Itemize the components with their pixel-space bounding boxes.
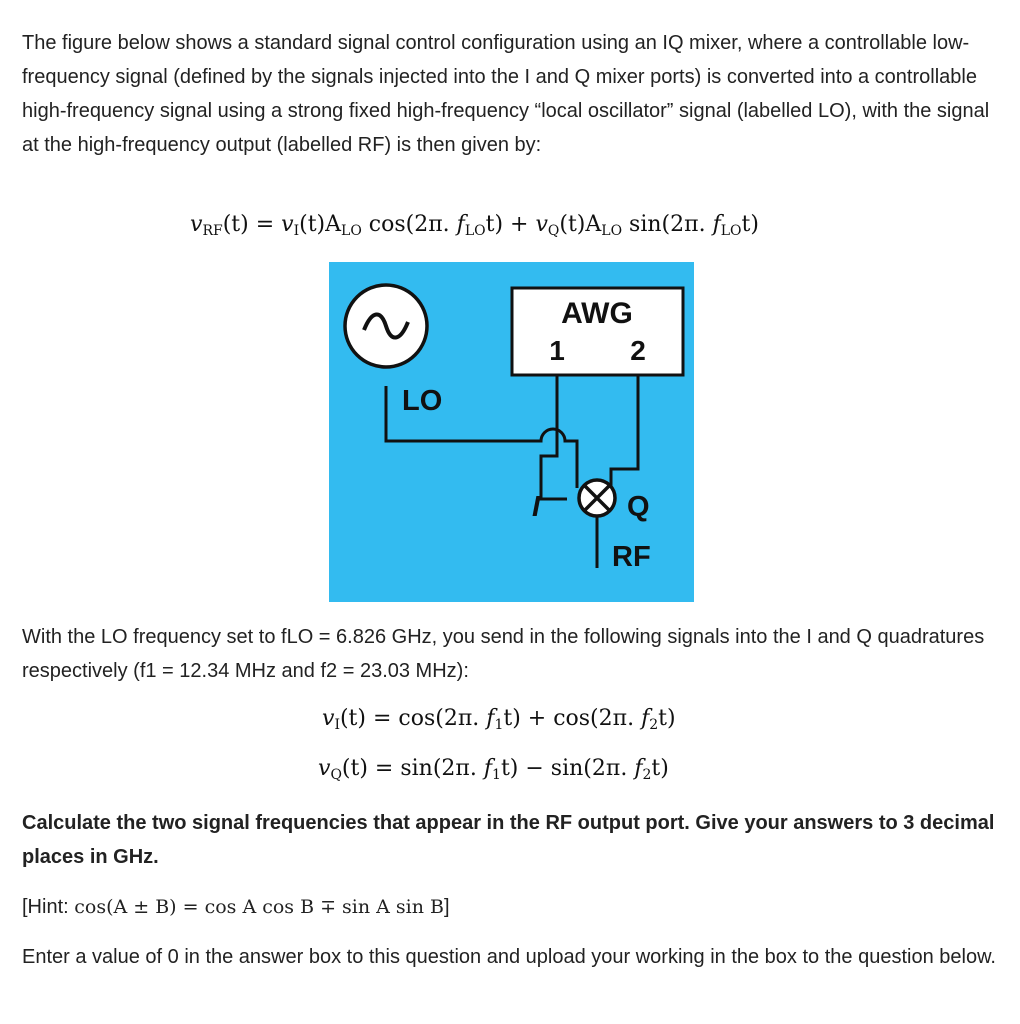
iq-mixer-icon — [579, 480, 615, 516]
intro-paragraph: The figure below shows a standard signal control configuration using an IQ mixer, where a controllable low-frequency signal (defined by the signals injected into the I and Q mixer ports) is converted into a controllable high-frequency signal using a strong fixed high-frequency “local oscillator” signal (labelled LO), with the signal at the high-frequency output (labelled RF) is then given by: — [22, 32, 990, 156]
iq-mixer-diagram — [329, 262, 694, 602]
awg-label: AWG — [561, 297, 633, 330]
lo-frequency-paragraph: With the LO frequency set to fLO = 6.826 GHz, you send in the following signals into the I and Q quadratures respectively (f1 = 12.34 MHz and f2 = 23.03 MHz): — [22, 626, 985, 682]
q-port-label: Q — [627, 491, 650, 523]
vq-equation: $v_Q(t) = \sin(2\pi$. $f_1t) - \sin(2\pi$. $f_2t$) — [318, 756, 669, 783]
hint-text: [Hint: cos(A ± B) = cos A cos B ∓ sin A sin B] — [22, 896, 450, 918]
lo-label: LO — [402, 385, 443, 417]
hint-formula: cos(A ± B) = cos A cos B ∓ sin A sin B — [74, 896, 444, 918]
rf-output-equation: $v_{RF}(t) = v_I(t)A_{LO}$ cos(2π. $f_{LO}t) + v_Q(t)A_{LO}$ sin(2π. $f_{LO}t$) — [190, 212, 759, 239]
awg-port-1-label: 1 — [549, 335, 565, 366]
i-port-label: I — [532, 491, 541, 523]
instruction-text: Enter a value of 0 in the answer box to this question and upload your working in the box to the question below. — [22, 946, 996, 968]
awg-port-2-label: 2 — [630, 335, 646, 366]
lo-source-icon — [345, 285, 427, 367]
question-text: Calculate the two signal frequencies that appear in the RF output port. Give your answers to 3 decimal places in GHz. — [22, 812, 995, 868]
rf-port-label: RF — [612, 541, 651, 573]
vi-equation: $v_I(t) = \cos(2\pi$. $f_1t) + \cos(2\pi$. $f_2t$) — [322, 706, 676, 733]
